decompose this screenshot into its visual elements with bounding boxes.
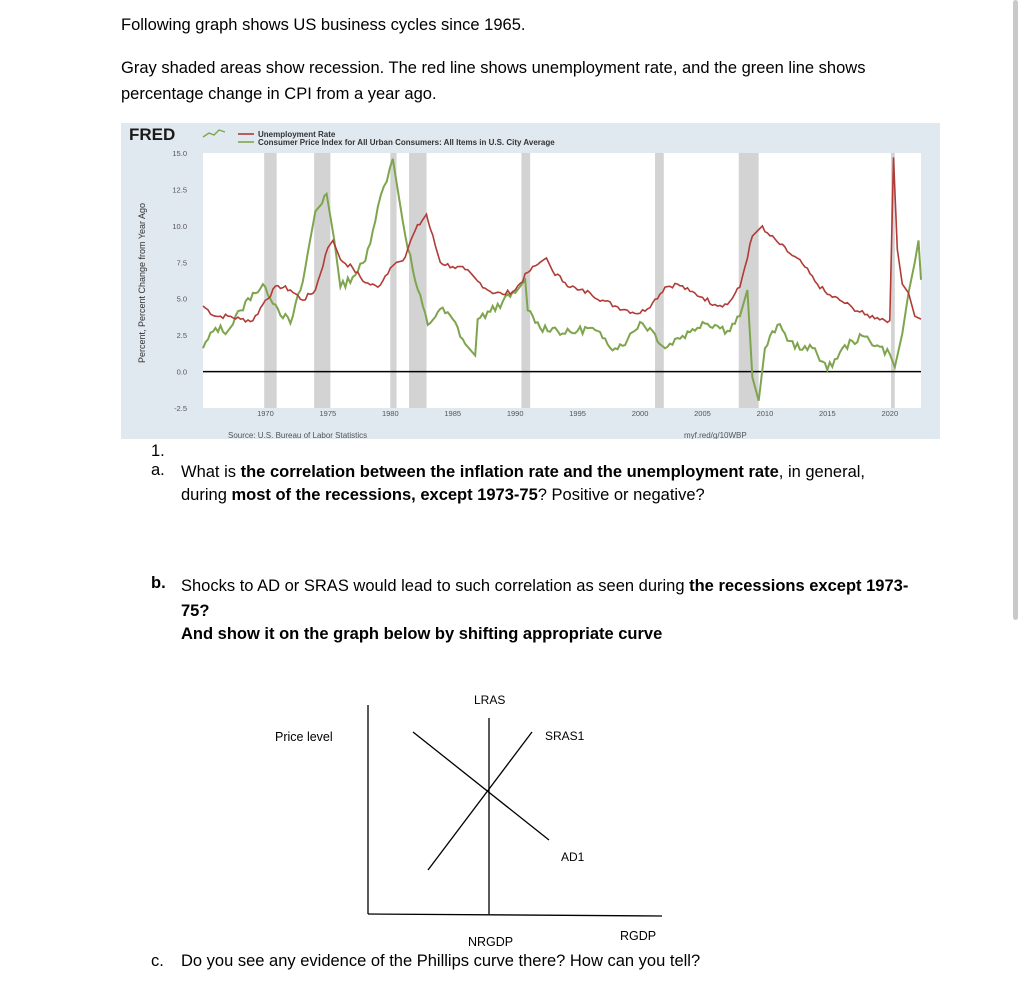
x-tick-label: 2000 xyxy=(631,409,649,418)
question-b-pre: Shocks to AD or SRAS would lead to such correlation as seen during xyxy=(181,577,690,595)
recession-band xyxy=(409,153,426,408)
x-tick-label: 2010 xyxy=(756,409,774,418)
sras1-curve xyxy=(428,732,532,870)
question-b-bold: the recessions except 1973-75? xyxy=(181,577,909,620)
intro-line-1: Following graph shows US business cycles since 1965. xyxy=(121,16,526,34)
y-tick-label: -2.5 xyxy=(174,404,187,413)
x-tick-label: 1980 xyxy=(381,409,399,418)
price-level-label: Price level xyxy=(275,730,333,744)
nrgdp-label: NRGDP xyxy=(468,935,514,949)
sras1-label: SRAS1 xyxy=(545,729,585,743)
x-axis xyxy=(368,914,662,916)
ad-as-diagram xyxy=(260,685,680,950)
x-tick-label: 2005 xyxy=(694,409,711,418)
fred-chart xyxy=(121,123,940,439)
question-a-text xyxy=(181,461,891,507)
question-b-instruction: And show it on the graph below by shifting appropriate curve xyxy=(181,625,663,643)
recession-band xyxy=(264,153,276,408)
recession-band xyxy=(390,153,396,408)
x-tick-label: 2020 xyxy=(881,409,899,418)
x-tick-label: 1995 xyxy=(569,409,586,418)
x-tick-label: 1975 xyxy=(319,409,337,418)
question-number: 1. xyxy=(151,442,165,460)
intro-line-2: Gray shaded areas show recession. The red line shows unemployment rate, and the green line shows percentage change in CPI from a year ago. xyxy=(121,59,866,103)
question-a-bold-1: the correlation between the inflation rate and the unemployment rate xyxy=(240,463,779,481)
y-tick-label: 2.5 xyxy=(176,331,187,341)
source-note: Source: U.S. Bureau of Labor Statistics xyxy=(228,431,368,439)
fred-link[interactable]: myf.red/g/10WBP xyxy=(684,431,747,439)
ad1-label: AD1 xyxy=(561,850,585,864)
y-tick-label: 15.0 xyxy=(172,149,187,158)
y-tick-label: 10.0 xyxy=(172,221,187,231)
question-a-post: ? Positive or negative? xyxy=(537,486,705,504)
question-c-text: Do you see any evidence of the Phillips curve there? How can you tell? xyxy=(181,952,701,970)
question-b-text xyxy=(181,574,911,624)
y-tick-label: 7.5 xyxy=(176,258,187,268)
question-a-pre: What is xyxy=(181,463,241,481)
question-b-label: b. xyxy=(151,574,166,592)
question-a-mid: , in general, during xyxy=(181,463,866,504)
rgdp-label: RGDP xyxy=(620,929,657,943)
y-axis-label: Percent, Percent Change from Year Ago xyxy=(137,202,147,364)
x-tick-label: 1990 xyxy=(506,409,524,418)
question-c-label: c. xyxy=(151,952,164,970)
lras-label: LRAS xyxy=(474,693,506,707)
y-tick-label: 0.0 xyxy=(176,367,187,377)
fred-logo: FRED xyxy=(129,125,176,144)
legend-label-unemployment: Unemployment Rate xyxy=(258,130,336,139)
recession-band xyxy=(314,153,330,408)
x-tick-label: 2015 xyxy=(819,409,836,418)
question-a-bold-2: most of the recessions, except 1973-75 xyxy=(231,486,538,504)
scrollbar[interactable] xyxy=(1013,0,1018,620)
x-tick-label: 1970 xyxy=(257,409,274,418)
recession-band xyxy=(655,153,664,408)
y-tick-label: 5.0 xyxy=(176,294,187,304)
x-tick-label: 1985 xyxy=(444,409,462,418)
ad1-curve xyxy=(413,732,549,840)
question-a-label: a. xyxy=(151,461,165,479)
legend-label-cpi: Consumer Price Index for All Urban Consumers: All Items in U.S. City Average xyxy=(258,138,555,147)
y-tick-label: 12.5 xyxy=(172,185,187,195)
